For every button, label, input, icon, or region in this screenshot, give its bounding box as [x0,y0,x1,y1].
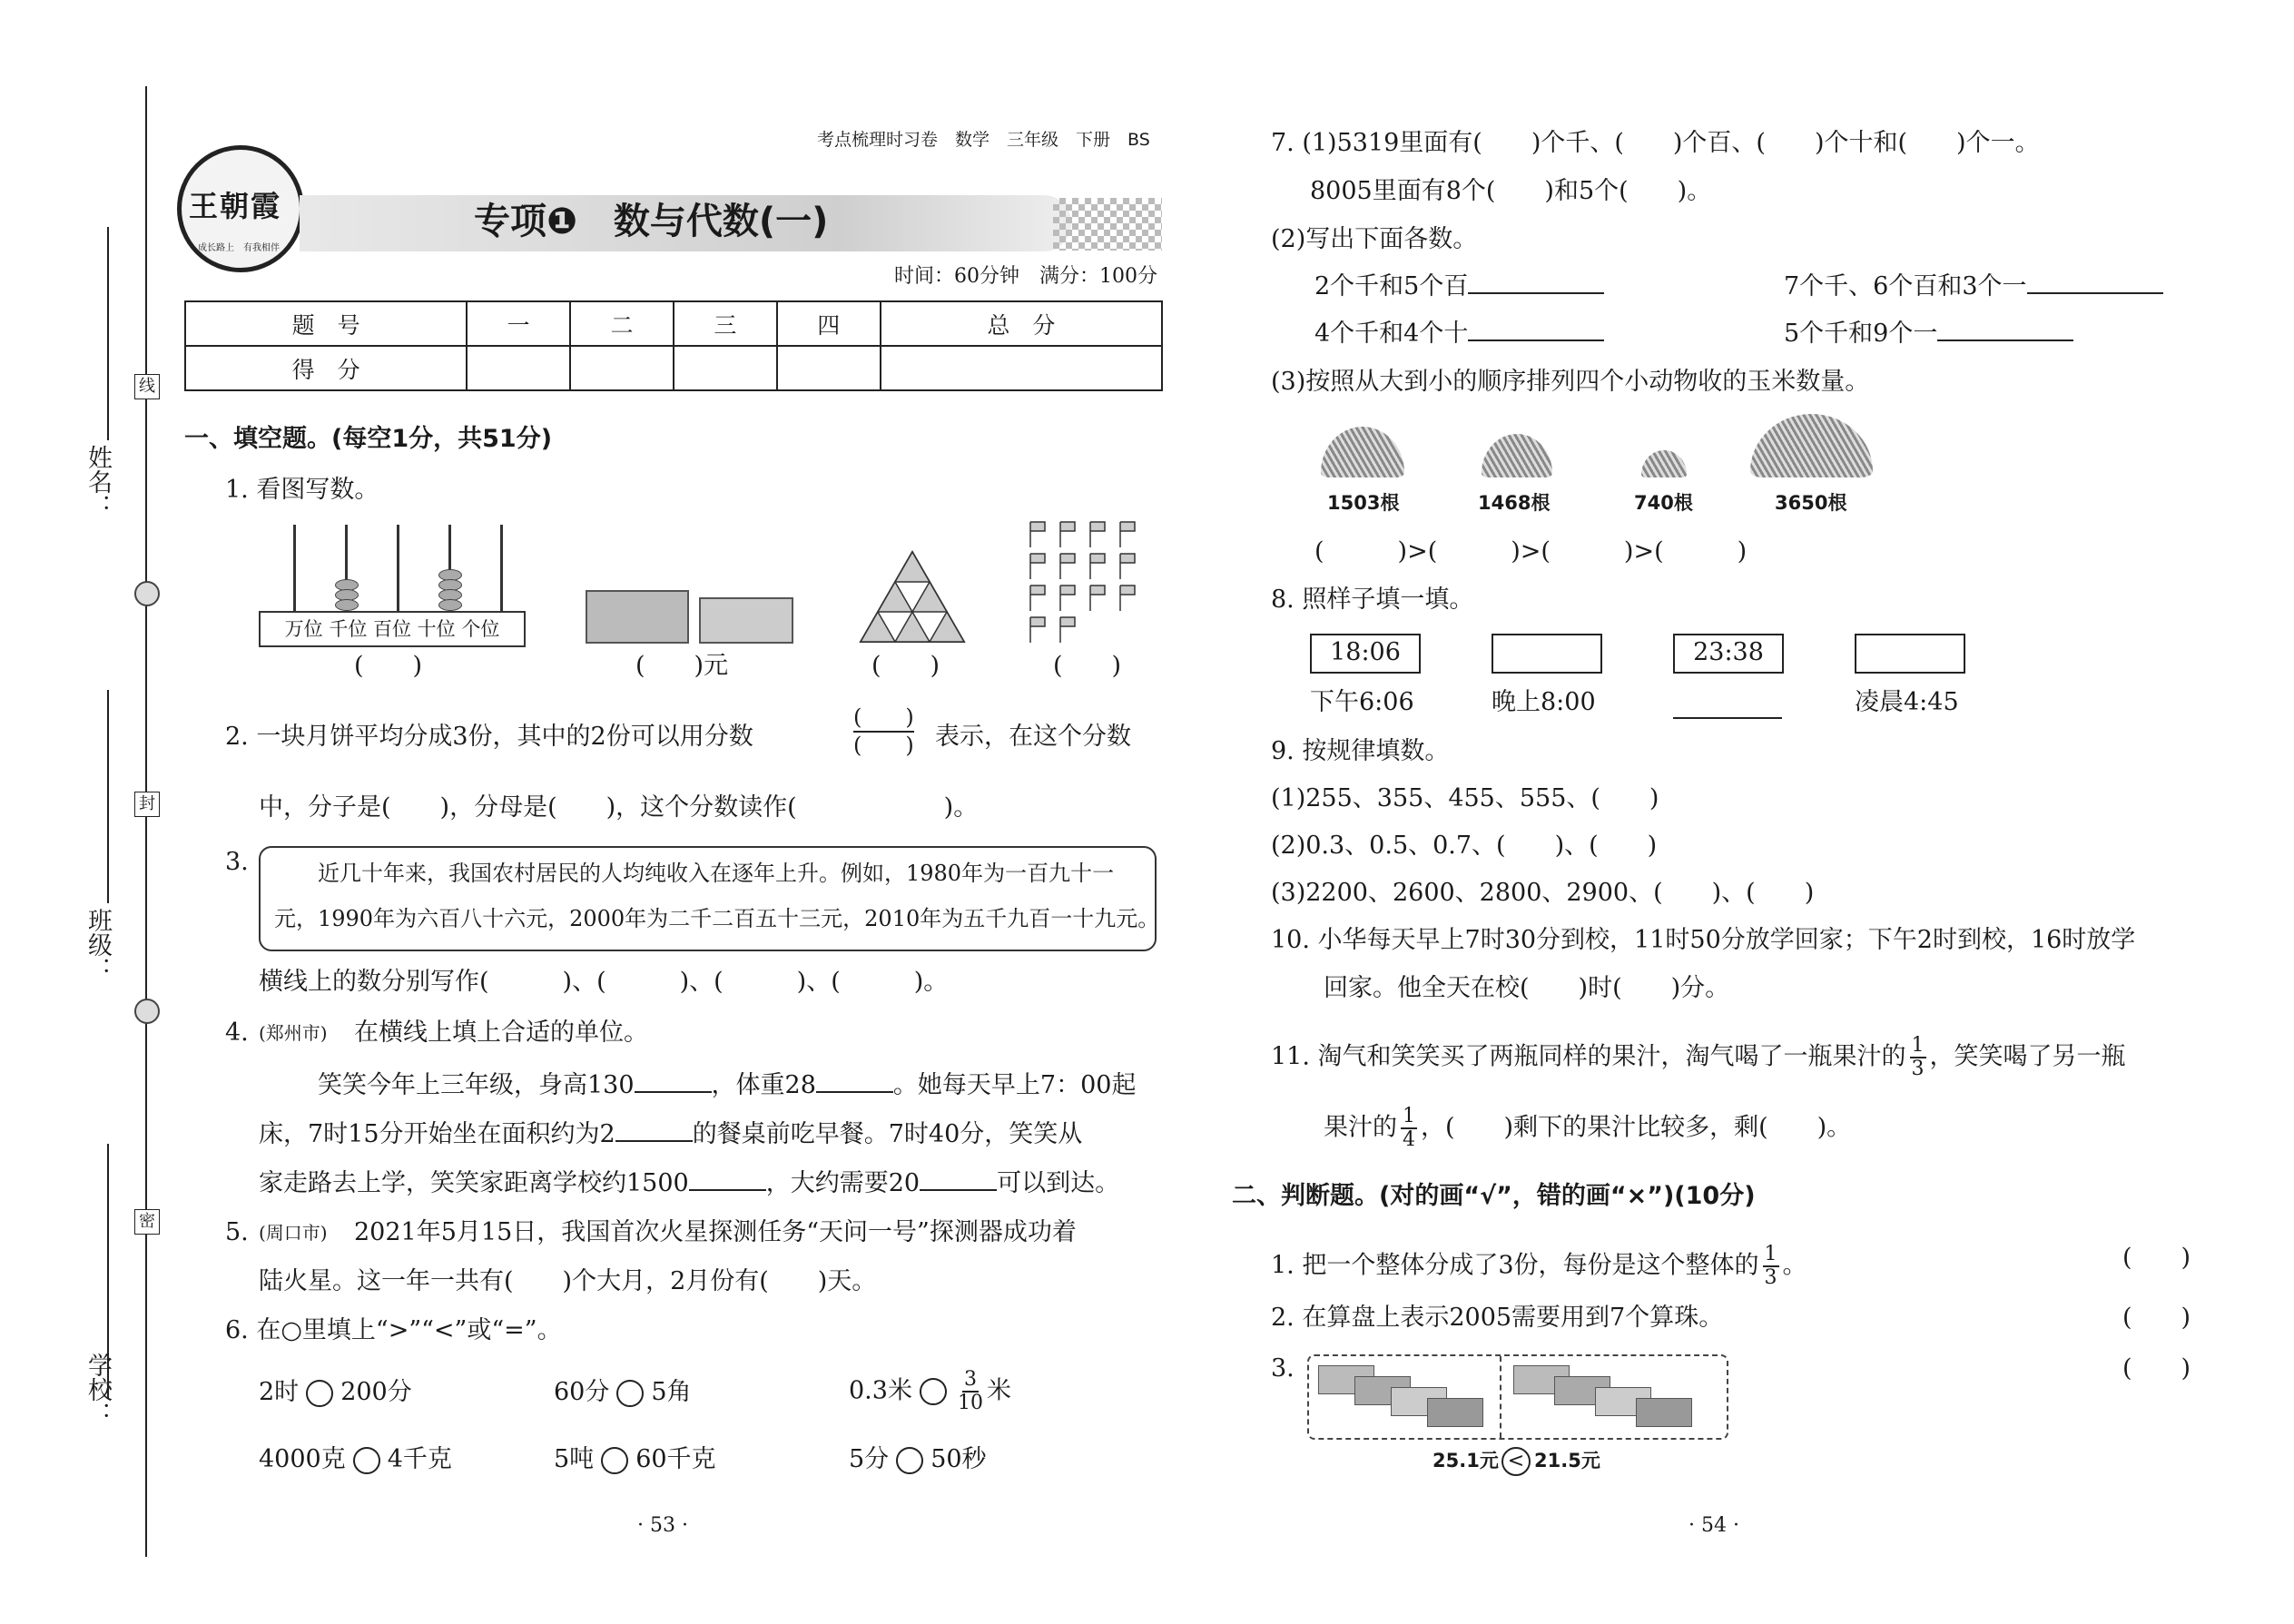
q3-passage-line1: 近几十年来，我国农村居民的人均纯收入在逐年上升。例如，1980年为一百九十一 [318,861,1115,886]
money-left-value: 25.1元 [1433,1450,1499,1471]
q11-line2 [1324,1106,1851,1151]
q7-2-text: 5个千和9个一 [1784,320,1938,348]
q4-text: 床，7时15分开始坐在面积约为2 [259,1120,615,1148]
brand-slogan-right: 有我相伴 [243,243,280,253]
seal-mark-feng: 封 [134,792,160,817]
compare-circle[interactable] [353,1447,380,1474]
class-underline [107,690,109,903]
corn-count: 3650根 [1775,492,1847,514]
score-cell[interactable] [881,346,1162,390]
table-header-cell: 二 [570,301,674,346]
page-title: 专项❶ 数与代数(一) [474,201,829,242]
judge-2: 2. 在算盘上表示2005需要用到7个算珠。 [1271,1304,1724,1332]
section-2-heading: 二、判断题。(对的画“√”，错的画“×”)(10分) [1232,1182,1756,1210]
compare-item [849,1445,987,1474]
fraction-numerator: 1 [1401,1106,1417,1129]
corn-pile-icon [1321,427,1404,477]
fraction-denominator: 10 [957,1392,983,1415]
compare-item [554,1378,692,1407]
q2-fraction[interactable] [853,704,914,759]
q11-text: 果汁的 [1324,1113,1397,1142]
q4-text: 家走路去上学，笑笑家距离学校约1500 [259,1169,689,1197]
corn-pile-icon [1482,434,1552,477]
table-header-cell: 题 号 [185,301,467,346]
q1-answer[interactable]: ( ) [871,652,940,680]
q4-text: ，体重28 [711,1071,816,1099]
compare-circle[interactable] [896,1447,923,1474]
compare-left: 4000克 [259,1445,346,1473]
q7-3-title: (3)按照从大到小的顺序排列四个小动物收的玉米数量。 [1271,368,1870,396]
money-comparison-box [1307,1354,1728,1440]
fraction-denominator: 3 [1764,1266,1777,1290]
seal-mark-xian: 线 [134,374,160,399]
checker-pattern [1053,198,1162,251]
answer-blank[interactable] [1468,274,1604,294]
compare-left: 5分 [849,1445,890,1473]
q5-tag: (周口市) [259,1222,328,1244]
answer-blank[interactable] [2027,274,2163,294]
q9-sequence[interactable]: (1)255、355、455、555、( ) [1271,784,1659,812]
table-header-cell: 总 分 [881,301,1162,346]
answer-blank[interactable] [689,1171,766,1191]
q4-title: 在横线上填上合适的单位。 [354,1019,648,1047]
fraction-numerator: 1 [1763,1244,1779,1267]
answer-blank[interactable] [1468,321,1604,341]
compare-right: 4千克 [387,1445,452,1473]
judge-answer[interactable]: ( ) [2122,1244,2191,1272]
fraction [1401,1106,1417,1151]
fraction [1763,1244,1779,1289]
q1-answer[interactable]: ( )元 [635,652,729,680]
triangle-figure [858,549,967,645]
q4-text: 。她每天早上7：00起 [892,1071,1137,1099]
compare-left: 0.3米 [849,1376,912,1405]
q4-text: 的餐桌前吃早餐。7时40分，笑笑从 [692,1120,1083,1148]
q1-title: 1. 看图写数。 [225,476,379,504]
corn-count: 1503根 [1327,492,1400,514]
page-number-right: · 54 · [1689,1514,1739,1537]
fraction-numerator: ( ) [853,704,914,733]
score-cell[interactable] [674,346,777,390]
q2-text-b: 表示，在这个分数 [935,723,1131,751]
compare-item [849,1369,1011,1414]
compare-circle[interactable] [601,1447,628,1474]
brand-slogan-left: 成长路上 [198,243,234,253]
fraction [958,1369,983,1414]
score-table [184,300,1163,391]
q1-answer[interactable]: ( ) [354,652,423,680]
abacus-figure [259,525,527,647]
answer-blank[interactable] [1673,699,1782,719]
fraction-numerator: 3 [962,1369,979,1393]
name-label: 姓名： [84,445,112,518]
compare-circle[interactable] [616,1380,644,1407]
money-right-value: 21.5元 [1534,1450,1600,1471]
table-header-cell: 四 [777,301,881,346]
q9-sequence[interactable]: (3)2200、2600、2800、2900、( )、( ) [1271,879,1815,907]
answer-blank[interactable] [635,1073,712,1093]
compare-right: 200分 [340,1378,412,1406]
seal-mark-mi: 密 [134,1209,160,1235]
banknote-icon [1636,1398,1692,1427]
q4-number: 4. [225,1019,249,1047]
score-cell[interactable] [777,346,881,390]
time-label: 下午6:06 [1310,688,1414,716]
q4-line2 [259,1120,1082,1149]
compare-right: 米 [986,1376,1011,1405]
q7-2-item [1784,272,2163,301]
q7-2-text: 2个千和5个百 [1314,272,1469,300]
table-header-cell: 三 [674,301,777,346]
q11-text: ，笑笑喝了另一瓶 [1929,1042,2126,1071]
fraction-denominator: 4 [1403,1128,1415,1152]
q11-text: ，( )剩下的果汁比较多，剩( )。 [1421,1113,1852,1142]
q9-title: 9. 按规律填数。 [1271,737,1450,765]
q7-2-item [1784,320,2073,349]
q10-line2: 回家。他全天在校( )时( )分。 [1324,974,1730,1002]
q5-number: 5. [225,1218,249,1246]
brand-name: 王朝霞 [189,189,282,223]
fraction-numerator: 1 [1910,1035,1926,1058]
q4-text: 笑笑今年上三年级，身高130 [318,1071,635,1099]
q7-2-title: (2)写出下面各数。 [1271,225,1478,253]
banknote-10-icon [586,590,689,644]
compare-right: 60千克 [635,1445,716,1473]
name-underline [107,227,109,440]
score-cell[interactable] [467,346,570,390]
q7-1-line2: 8005里面有8个( )和5个( )。 [1310,177,1712,205]
fraction-denominator: ( ) [853,732,914,758]
abacus-labels: 万位 千位 百位 十位 个位 [259,611,526,647]
judge-3-number: 3. [1271,1354,1295,1383]
answer-blank[interactable] [920,1171,997,1191]
compare-item [554,1445,716,1474]
compare-left: 2时 [259,1378,300,1406]
q3-answer[interactable]: 横线上的数分别写作( )、( )、( )、( )。 [259,968,949,996]
q7-2-item [1314,272,1604,301]
q1-answer[interactable]: ( ) [1053,652,1122,680]
judge-1 [1271,1244,1807,1289]
compare-circle[interactable] [306,1380,333,1407]
q5-line1: 2021年5月15日，我国首次火星探测任务“天问一号”探测器成功着 [354,1218,1077,1246]
compare-left: 60分 [554,1378,610,1406]
compare-right: 50秒 [930,1445,987,1473]
q10-line1: 10. 小华每天早上7时30分到校，11时50分放学回家；下午2时到校，16时放学 [1271,926,2136,954]
seal-dot-icon [134,999,160,1024]
time-box: 18:06 [1310,634,1421,674]
q7-2-item [1314,320,1604,349]
q6-title: 6. 在○里填上“>”“<”或“=”。 [225,1316,562,1344]
q2-text-a: 2. 一块月饼平均分成3份，其中的2份可以用分数 [225,723,753,751]
q7-2-text: 4个千和4个十 [1314,320,1469,348]
q11-line1 [1271,1035,2126,1080]
compare-right: 5角 [651,1378,692,1406]
time-label: 凌晨4:45 [1855,688,1959,716]
q7-1-line1: 7. (1)5319里面有( )个千、( )个百、( )个十和( )个一。 [1271,129,2040,157]
section-1-heading: 一、填空题。(每空1分，共51分) [184,425,553,453]
time-box[interactable] [1855,634,1965,674]
banknote-icon [1427,1398,1483,1427]
q8-title: 8. 照样子填一填。 [1271,586,1474,614]
compare-left: 5吨 [554,1445,595,1473]
q11-text: 11. 淘气和笑笑买了两瓶同样的果汁，淘气喝了一瓶果汁的 [1271,1042,1906,1071]
table-header-cell: 一 [467,301,570,346]
corn-count: 1468根 [1478,492,1551,514]
judge-answer[interactable]: ( ) [2122,1304,2191,1332]
time-box[interactable] [1492,634,1602,674]
q4-text: ，大约需要20 [765,1169,921,1197]
q7-3-answer[interactable]: ( )>( )>( )>( ) [1314,537,1748,566]
time-label: 晚上8:00 [1492,688,1596,716]
score-cell[interactable] [570,346,674,390]
table-row-label: 得 分 [185,346,467,390]
flags-figure [1026,517,1144,649]
corn-pile-icon [1641,450,1687,477]
compare-item [259,1445,452,1474]
seal-dot-icon [134,581,160,606]
class-label: 班级： [84,908,112,981]
q4-text: 可以到达。 [997,1169,1120,1197]
answer-blank[interactable] [816,1073,893,1093]
judge-text: 1. 把一个整体分成了3份，每份是这个整体的 [1271,1251,1759,1280]
answer-blank[interactable] [1937,321,2073,341]
corn-pile-icon [1750,414,1873,477]
q5-line2: 陆火星。这一年一共有( )个大月，2月份有( )天。 [259,1267,877,1295]
fraction-denominator: 3 [1911,1058,1925,1081]
binding-line [145,86,147,1557]
q4-line3 [259,1169,1119,1198]
corn-count: 740根 [1634,492,1693,514]
time-info: 时间：60分钟 满分：100分 [894,265,1157,288]
q3-number: 3. [225,848,249,876]
q9-sequence[interactable]: (2)0.3、0.5、0.7、( )、( ) [1271,832,1658,860]
q4-line1 [318,1071,1136,1100]
comparison-sign: < [1501,1447,1531,1476]
q2-text-c: 中，分子是( )，分母是( )，这个分数读作( )。 [259,793,979,822]
compare-circle[interactable] [920,1378,947,1405]
time-box: 23:38 [1673,634,1784,674]
q7-2-text: 7个千、6个百和3个一 [1784,272,2027,300]
answer-blank[interactable] [615,1122,693,1142]
compare-item [259,1378,412,1407]
fraction [1910,1035,1926,1080]
judge-answer[interactable]: ( ) [2122,1354,2191,1383]
judge-text: 。 [1782,1251,1807,1280]
school-label: 学校： [84,1353,112,1426]
banknote-5-icon [699,597,793,644]
page-number-left: · 53 · [637,1514,688,1537]
q3-passage-line2: 元，1990年为六百八十六元，2000年为二千二百五十三元，2010年为五千九百一十九元。 [274,906,1160,931]
q4-tag: (郑州市) [259,1022,328,1044]
header-meta: 考点梳理时习卷 数学 三年级 下册 BS [817,130,1150,150]
